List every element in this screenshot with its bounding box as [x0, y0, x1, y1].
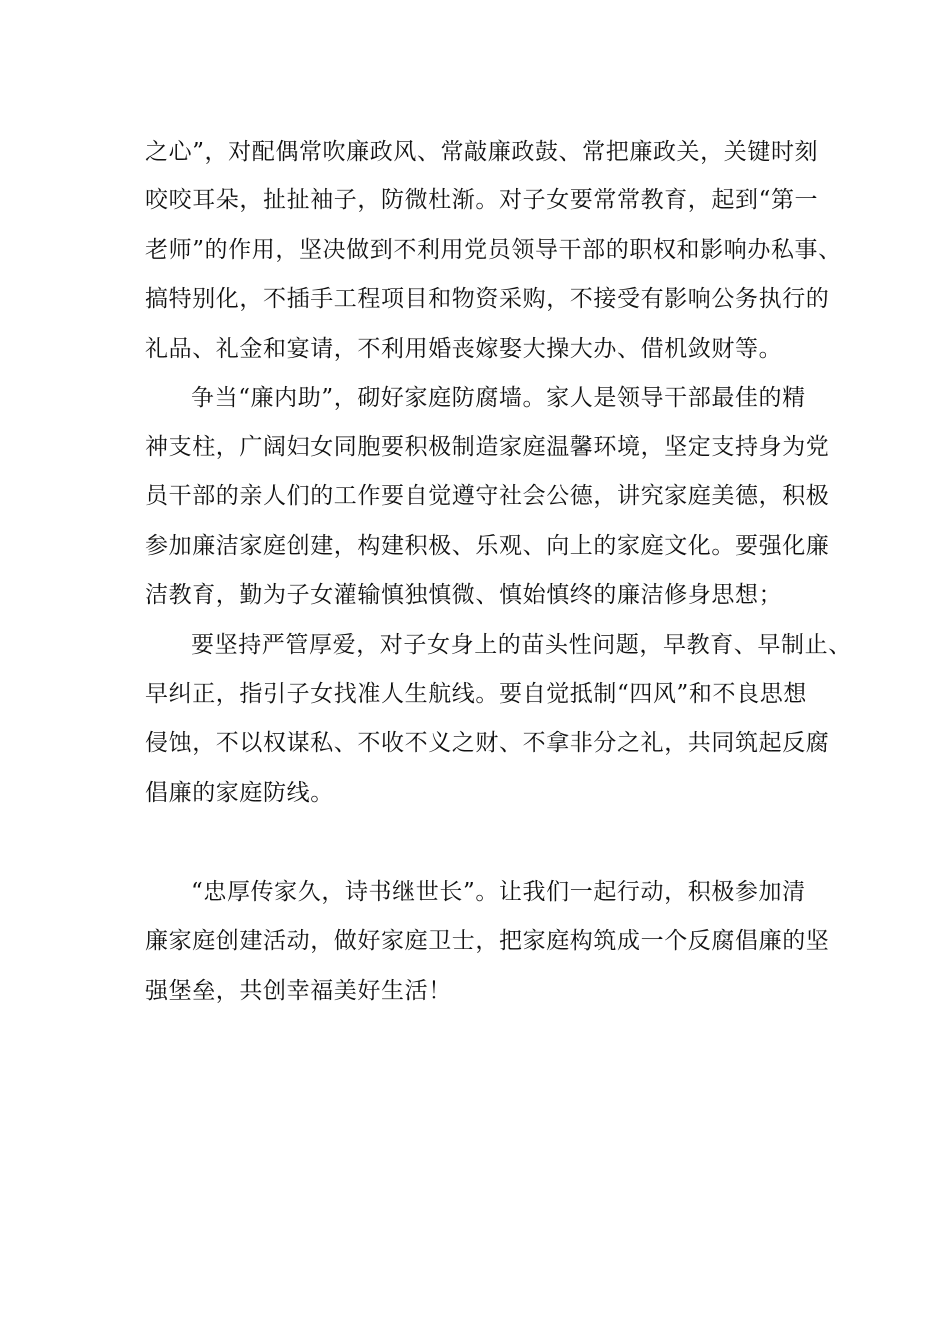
text-line: 礼品、礼金和宴请，不利用婚丧嫁娶大操大办、借机敛财等。: [145, 336, 783, 362]
text-line: 早纠正，指引子女找准人生航线。要自觉抵制“四风”和不良思想: [145, 681, 807, 707]
text-line: 侵蚀，不以权谋私、不收不义之财、不拿非分之礼，共同筑起反腐: [145, 730, 830, 756]
text-line: 强堡垒，共创幸福美好生活！: [145, 978, 452, 1004]
text-line: 员干部的亲人们的工作要自觉遵守社会公德，讲究家庭美德，积极: [145, 483, 830, 509]
text-line: 参加廉洁家庭创建，构建积极、乐观、向上的家庭文化。要强化廉: [145, 533, 830, 559]
text-line: 之心”，对配偶常吹廉政风、常敲廉政鼓、常把廉政关，关键时刻: [145, 139, 819, 165]
text-line: 洁教育，勤为子女灌输慎独慎微、慎始慎终的廉洁修身思想；: [145, 582, 783, 608]
paragraph-start-line: 要坚持严管厚爱，对子女身上的苗头性问题，早教育、早制止、: [191, 632, 852, 658]
paragraph-start-line: 争当“廉内助”，砌好家庭防腐墙。家人是领导干部最佳的精: [191, 385, 806, 411]
text-line: 倡廉的家庭防线。: [145, 780, 334, 806]
text-line: 廉家庭创建活动，做好家庭卫士，把家庭构筑成一个反腐倡廉的坚: [145, 928, 830, 954]
paragraph-start-line: “忠厚传家久，诗书继世长”。让我们一起行动，积极参加清: [191, 879, 806, 905]
text-line: 神支柱，广阔妇女同胞要积极制造家庭温馨环境，坚定支持身为党: [145, 434, 830, 460]
text-line: 咬咬耳朵，扯扯袖子，防微杜渐。对子女要常常教育，起到“第一: [145, 187, 819, 213]
text-line: 搞特别化，不插手工程项目和物资采购，不接受有影响公务执行的: [145, 286, 830, 312]
text-line: 老师”的作用，坚决做到不利用党员领导干部的职权和影响办私事、: [145, 237, 842, 263]
